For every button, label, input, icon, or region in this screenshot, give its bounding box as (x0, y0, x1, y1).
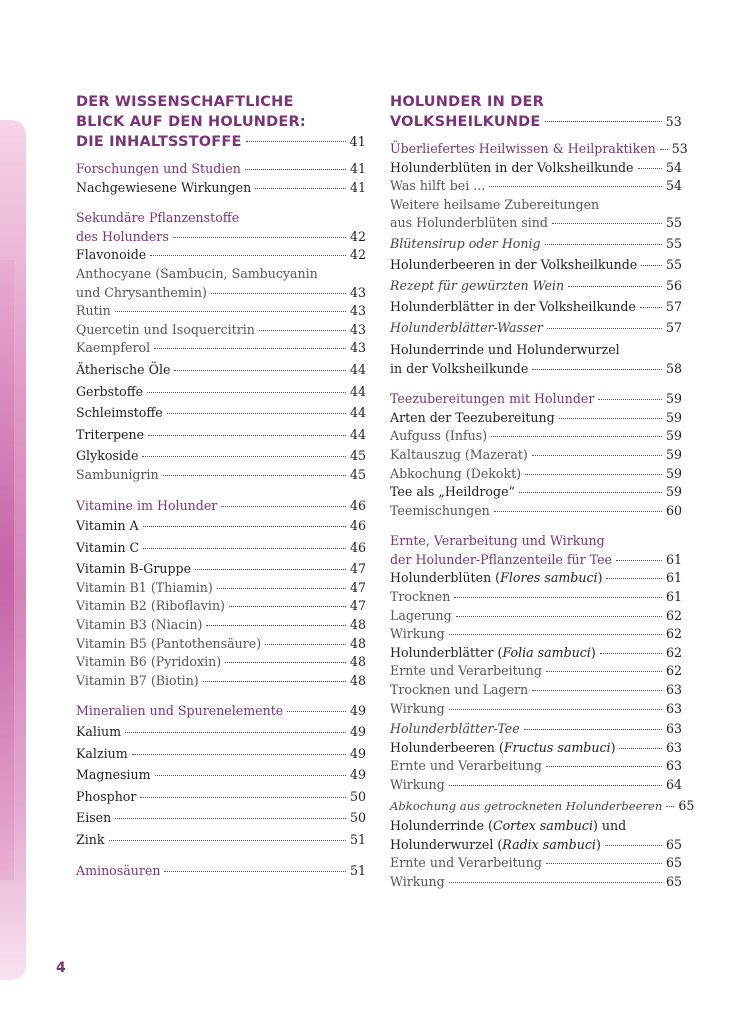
toc-entry[interactable]: Eisen 50 (76, 810, 366, 826)
decorative-brush-stroke-inner (0, 260, 14, 880)
toc-entry[interactable]: Wirkung 63 (390, 700, 682, 716)
toc-entry[interactable]: Holunderbeeren (Fructus sambuci) 63 (390, 739, 682, 755)
toc-entry-line: Sekundäre Pflanzenstoffe (76, 210, 240, 226)
toc-left-column (76, 92, 366, 880)
toc-entry[interactable]: Abkochung (Dekokt) 59 (390, 465, 682, 481)
toc-entry[interactable]: Holunderblätter in der Volksheilkunde 57 (390, 298, 682, 314)
page-number-footer: 4 (56, 960, 66, 976)
toc-entry[interactable]: Gerbstoffe 44 (76, 383, 366, 399)
toc-entry[interactable]: Aufguss (Infus) 59 (390, 428, 682, 444)
page-number: 41 (349, 134, 366, 149)
toc-entry[interactable]: Nachgewiesene Wirkungen 41 (76, 179, 366, 195)
toc-entry[interactable]: Holunderblätter (Folia sambuci) 62 (390, 644, 682, 660)
chapter-heading-inhaltsstoffe[interactable] (76, 92, 366, 152)
toc-entry[interactable]: Rutin 43 (76, 303, 366, 319)
toc-entry[interactable]: Glykoside 45 (76, 448, 366, 464)
heading-line: VOLKSHEILKUNDE (390, 114, 541, 130)
toc-entry-line: Anthocyane (Sambucin, Sambucyanin (76, 265, 318, 281)
toc-entry[interactable]: Schleimstoffe 44 (76, 405, 366, 421)
toc-entry-line: Ernte, Verarbeitung und Wirkung (390, 533, 605, 549)
toc-entry[interactable]: Kaltauszug (Mazerat) 59 (390, 446, 682, 462)
toc-entry[interactable]: Vitamin B6 (Pyridoxin) 48 (76, 654, 366, 670)
toc-entry-line: Weitere heilsame Zubereitungen (390, 196, 600, 212)
toc-entry[interactable]: Holunderwurzel (Radix sambuci) 65 (390, 836, 682, 852)
toc-entry[interactable]: Kalzium 49 (76, 745, 366, 761)
toc-entry[interactable]: Holunderbeeren in der Volksheilkunde 55 (390, 256, 682, 272)
toc-entry[interactable]: der Holunder-Pflanzenteile für Tee 61 (390, 551, 682, 567)
dot-leader (246, 141, 346, 142)
toc-entry[interactable]: Kaempferol 43 (76, 340, 366, 356)
toc-entry[interactable]: Trocknen und Lagern 63 (390, 682, 682, 698)
toc-entry[interactable]: Vitamin C 46 (76, 539, 366, 555)
toc-entry[interactable]: Quercetin und Isoquercitrin 43 (76, 321, 366, 337)
toc-entry[interactable]: Aminosäuren 51 (76, 862, 366, 878)
toc-entry[interactable]: Vitamin B-Gruppe 47 (76, 561, 366, 577)
heading-line: BLICK AUF DEN HOLUNDER: (76, 114, 306, 130)
toc-entry[interactable]: Ernte und Verarbeitung 63 (390, 758, 682, 774)
toc-entry[interactable]: Teemischungen 60 (390, 502, 682, 518)
toc-entry-line: Holunderrinde (Cortex sambuci) und (390, 818, 627, 834)
toc-entry[interactable]: Flavonoide 42 (76, 247, 366, 263)
toc-entry[interactable]: Holunderblätter-Wasser 57 (390, 320, 682, 336)
toc-entry[interactable]: und Chrysanthemin) 43 (76, 284, 366, 300)
toc-entry[interactable]: des Holunders 42 (76, 228, 366, 244)
heading-line: DER WISSENSCHAFTLICHE (76, 94, 294, 110)
toc-entry[interactable]: Überliefertes Heilwissen & Heilpraktiken 53 (390, 141, 688, 156)
heading-line: DIE INHALTSSTOFFE (76, 134, 242, 150)
toc-entry[interactable]: aus Holunderblüten sind 55 (390, 215, 682, 231)
toc-entry[interactable]: Phosphor 50 (76, 788, 366, 804)
toc-entry[interactable]: Ernte und Verarbeitung 65 (390, 855, 682, 871)
toc-entry[interactable]: Triterpene 44 (76, 426, 366, 442)
toc-entry[interactable]: in der Volksheilkunde 58 (390, 360, 682, 376)
toc-entry[interactable]: Vitamine im Holunder 46 (76, 497, 366, 513)
toc-entry[interactable]: Kalium 49 (76, 724, 366, 740)
toc-entry[interactable]: Abkochung aus getrockneten Holunderbeeren 65 (390, 797, 695, 813)
toc-entry[interactable]: Wirkung 65 (390, 873, 682, 889)
toc-entry[interactable]: Vitamin B7 (Biotin) 48 (76, 672, 366, 688)
toc-entry[interactable]: Vitamin B2 (Riboflavin) 47 (76, 598, 366, 614)
toc-entry[interactable]: Holunderblüten in der Volksheilkunde 54 (390, 159, 682, 175)
toc-entry[interactable]: Zink 51 (76, 832, 366, 847)
toc-entry[interactable]: Ätherische Öle 44 (76, 361, 366, 377)
toc-entry[interactable]: Blütensirup oder Honig 55 (390, 235, 682, 251)
toc-entry[interactable]: Trocknen 61 (390, 589, 682, 605)
chapter-heading-volksheilkunde[interactable] (390, 92, 682, 132)
toc-entry[interactable]: Arten der Teezubereitung 59 (390, 409, 682, 425)
dot-leader (545, 121, 662, 122)
toc-entry[interactable]: Tee als „Heildroge“ 59 (390, 484, 682, 500)
toc-entry[interactable]: Was hilft bei ... 54 (390, 178, 682, 194)
heading-line: HOLUNDER IN DER (390, 94, 544, 110)
toc-entry[interactable]: Forschungen und Studien 41 (76, 161, 366, 176)
toc-right-column (390, 92, 695, 892)
toc-entry[interactable]: Mineralien und Spurenelemente 49 (76, 703, 366, 719)
toc-entry[interactable]: Wirkung 62 (390, 626, 682, 642)
toc-entry[interactable]: Wirkung 64 (390, 777, 682, 792)
toc-entry[interactable]: Rezept für gewürzten Wein 56 (390, 278, 682, 294)
toc-entry[interactable]: Teezubereitungen mit Holunder 59 (390, 391, 682, 407)
toc-entry[interactable]: Vitamin B3 (Niacin) 48 (76, 617, 366, 633)
toc-entry[interactable]: Holunderblüten (Flores sambuci) 61 (390, 570, 682, 586)
toc-entry[interactable]: Vitamin B5 (Pantothensäure) 48 (76, 635, 366, 651)
toc-entry[interactable]: Vitamin B1 (Thiamin) 47 (76, 579, 366, 595)
toc-entry[interactable]: Vitamin A 46 (76, 518, 366, 534)
toc-entry[interactable]: Ernte und Verarbeitung 62 (390, 663, 682, 679)
toc-entry-line: Holunderrinde und Holunderwurzel (390, 341, 620, 357)
toc-entry[interactable]: Lagerung 62 (390, 607, 682, 623)
page-number: 53 (665, 114, 682, 129)
toc-entry[interactable]: Sambunigrin 45 (76, 466, 366, 482)
toc-entry[interactable]: Magnesium 49 (76, 767, 366, 783)
toc-entry[interactable]: Holunderblätter-Tee 63 (390, 721, 682, 737)
